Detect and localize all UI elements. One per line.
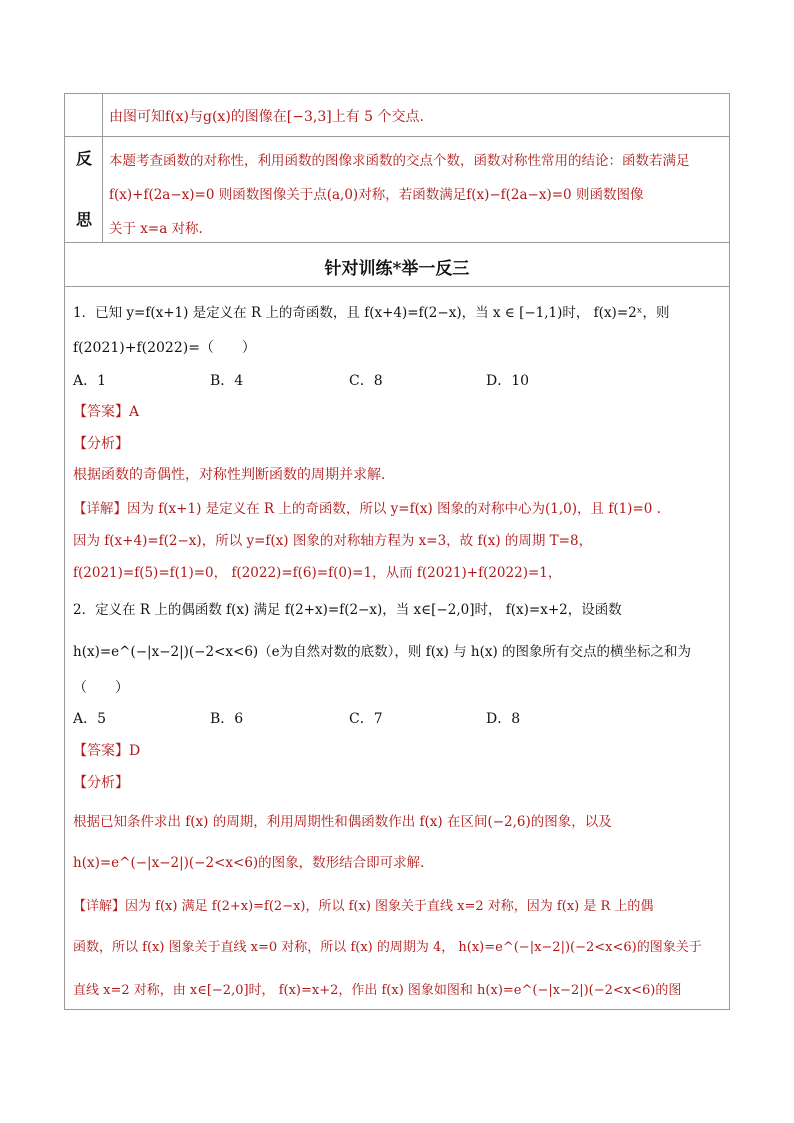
reflection-line-1: 本题考查函数的对称性，利用函数的图像求函数的交点个数，函数对称性常用的结论：函数若满足	[109, 153, 690, 169]
q2-answer-value: D	[129, 743, 141, 759]
q1-detail-line-3: f(2021)=f(5)=f(1)=0， f(2022)=f(6)=f(0)=1，从而 f(2021)+f(2022)=1，	[73, 565, 562, 581]
q2-stem-line-1: 2．定义在 R 上的偶函数 f(x) 满足 f(2+x)=f(2−x)，当 x∈[−2,0]时， f(x)=x+2，设函数	[73, 602, 622, 618]
q2-analysis-line-1: 根据已知条件求出 f(x) 的周期，利用周期性和偶函数作出 f(x) 在区间(−2,6)的图象，以及	[73, 814, 612, 830]
reflection-label-top: 反	[75, 149, 92, 168]
previous-conclusion: 由图可知f(x)与g(x)的图像在[−3,3]上有 5 个交点.	[109, 109, 424, 125]
q1-answer-tag: 【答案】	[73, 404, 129, 420]
q2-detail-text-1: 因为 f(x) 满足 f(2+x)=f(2−x)，所以 f(x) 图象关于直线 x=2 对称，因为 f(x) 是 R 上的偶	[125, 899, 654, 914]
section-heading-row	[65, 243, 729, 287]
q1-answer-value: A	[129, 404, 140, 420]
q2-answer	[73, 740, 140, 760]
reflection-line-2: f(x)+f(2a−x)=0 则函数图像关于点(a,0)对称，若函数满足f(x)−f(2a−x)=0 则函数图像	[109, 187, 644, 203]
q2-stem-line-3: （ ）	[73, 680, 129, 696]
q2-option-c: C．7	[349, 711, 383, 727]
q1-detail-line-1	[73, 497, 661, 517]
q2-detail-line-3: 直线 x=2 对称，由 x∈[−2,0]时， f(x)=x+2，作出 f(x) 图象如图和 h(x)=e^(−|x−2|)(−2<x<6)的图	[73, 983, 682, 998]
q2-option-a: A．5	[73, 711, 107, 727]
q1-analysis-tag: 【分析】	[73, 436, 129, 452]
q1-option-c: C．8	[349, 373, 383, 389]
q2-analysis-tag: 【分析】	[73, 775, 129, 791]
reflection-row	[65, 137, 729, 243]
q1-detail-tag: 【详解】	[73, 501, 127, 517]
previous-solution-row	[65, 94, 729, 137]
q1-detail-text-1: 因为 f(x+1) 是定义在 R 上的奇函数，所以 y=f(x) 图象的对称中心为(1,0)，且 f(1)=0 .	[127, 501, 661, 517]
document-frame	[64, 93, 730, 1010]
q2-option-d: D．8	[486, 711, 521, 727]
q2-option-b: B．6	[210, 711, 244, 727]
q2-stem-line-2: h(x)=e^(−|x−2|)(−2<x<6)（e为自然对数的底数），则 f(x) 与 h(x) 的图象所有交点的横坐标之和为	[73, 644, 692, 660]
q1-option-b: B．4	[210, 373, 244, 389]
reflection-line-3: 关于 x=a 对称.	[109, 221, 203, 237]
reflection-label-column	[65, 137, 103, 242]
reflection-label-bottom: 思	[75, 210, 92, 229]
q2-detail-line-1	[73, 895, 653, 914]
q1-analysis: 根据函数的奇偶性，对称性判断函数的周期并求解.	[73, 467, 386, 483]
q2-answer-tag: 【答案】	[73, 743, 129, 759]
q1-option-a: A．1	[73, 373, 107, 389]
q1-detail-line-2: 因为 f(x+4)=f(2−x)，所以 y=f(x) 图象的对称轴方程为 x=3，故 f(x) 的周期 T=8，	[73, 533, 593, 549]
q2-analysis-line-2: h(x)=e^(−|x−2|)(−2<x<6)的图象，数形结合即可求解.	[73, 855, 425, 871]
q2-detail-tag: 【详解】	[73, 899, 126, 914]
q1-answer	[73, 401, 139, 421]
section-title: 针对训练*举一反三	[324, 259, 470, 279]
q2-detail-line-2: 函数，所以 f(x) 图象关于直线 x=0 对称，所以 f(x) 的周期为 4， h(x)=e^(−|x−2|)(−2<x<6)的图象关于	[73, 940, 702, 955]
q1-option-d: D．10	[486, 373, 530, 389]
side-column	[65, 94, 103, 136]
q1-stem-line-1: 1．已知 y=f(x+1) 是定义在 R 上的奇函数，且 f(x+4)=f(2−x)，当 x ∈ [−1,1)时， f(x)=2ˣ，则	[73, 305, 670, 321]
q1-stem-line-2: f(2021)+f(2022)=（ ）	[73, 340, 256, 356]
